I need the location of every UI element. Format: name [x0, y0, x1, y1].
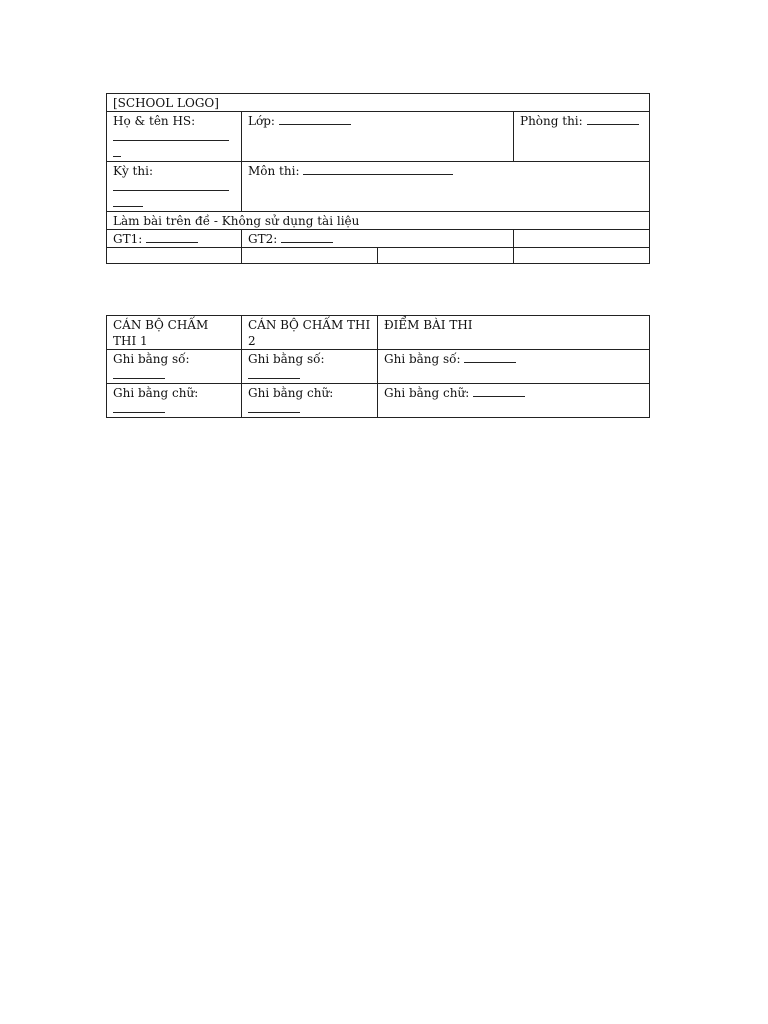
- exam-cell[interactable]: [107, 162, 242, 212]
- grader-1-score-word-line[interactable]: [113, 401, 165, 413]
- subject-label: Môn thi:: [248, 164, 300, 178]
- gt1-cell[interactable]: [107, 230, 242, 248]
- gt2-line[interactable]: [281, 231, 333, 243]
- score-number-label: Ghi bằng số:: [248, 352, 325, 366]
- proctor-row: [107, 230, 650, 248]
- room-line[interactable]: [587, 113, 639, 125]
- student-name-cell[interactable]: [107, 112, 242, 162]
- final-score-number-cell[interactable]: [378, 350, 650, 384]
- grader-1-score-word-cell[interactable]: [107, 384, 242, 418]
- subject-cell[interactable]: [242, 162, 650, 212]
- exam-score-header: ĐIỂM BÀI THI: [378, 316, 650, 350]
- blank-row: [107, 248, 650, 264]
- class-cell[interactable]: [242, 112, 514, 162]
- grader-1-score-number-line[interactable]: [113, 367, 165, 379]
- final-score-word-line[interactable]: [473, 385, 525, 397]
- student-name-line[interactable]: [113, 129, 229, 141]
- room-label: Phòng thi:: [520, 114, 583, 128]
- grader-2-score-word-line[interactable]: [248, 401, 300, 413]
- logo-row: [107, 94, 650, 112]
- instruction-note: Làm bài trên đề - Không sử dụng tài liệu: [107, 212, 650, 230]
- exam-info-row: [107, 162, 650, 212]
- blank-cell-4[interactable]: [514, 248, 650, 264]
- score-number-row: [107, 350, 650, 384]
- subject-line[interactable]: [303, 163, 453, 175]
- gt1-label: GT1:: [113, 232, 143, 246]
- score-word-label: Ghi bằng chữ:: [384, 386, 470, 400]
- instruction-row: [107, 212, 650, 230]
- student-name-label: Họ & tên HS:: [113, 114, 196, 128]
- score-word-label: Ghi bằng chữ:: [113, 386, 199, 400]
- blank-cell-2[interactable]: [242, 248, 378, 264]
- score-number-label: Ghi bằng số:: [113, 352, 190, 366]
- class-label: Lớp:: [248, 114, 275, 128]
- grader-2-score-number-cell[interactable]: [242, 350, 378, 384]
- exam-label: Kỳ thi:: [113, 164, 153, 178]
- blank-cell-1[interactable]: [107, 248, 242, 264]
- final-score-number-line[interactable]: [464, 351, 516, 363]
- school-logo-text: [SCHOOL LOGO]: [113, 96, 219, 110]
- grading-header-row: [107, 316, 650, 350]
- class-line[interactable]: [279, 113, 351, 125]
- grader-1-header: CÁN BỘ CHẤM THI 1: [107, 316, 242, 350]
- grader-1-score-number-cell[interactable]: [107, 350, 242, 384]
- score-word-label: Ghi bằng chữ:: [248, 386, 334, 400]
- exam-line[interactable]: [113, 179, 229, 191]
- student-info-row: [107, 112, 650, 162]
- proctor-empty-cell[interactable]: [514, 230, 650, 248]
- exam-header-table: [106, 93, 650, 264]
- exam-line-cont[interactable]: [113, 195, 143, 207]
- score-number-label: Ghi bằng số:: [384, 352, 461, 366]
- blank-cell-3[interactable]: [378, 248, 514, 264]
- gt1-line[interactable]: [146, 231, 198, 243]
- grader-2-score-number-line[interactable]: [248, 367, 300, 379]
- school-logo-placeholder: [107, 94, 650, 112]
- gt2-cell[interactable]: [242, 230, 514, 248]
- grader-2-header: CÁN BỘ CHẤM THI 2: [242, 316, 378, 350]
- gt2-label: GT2:: [248, 232, 278, 246]
- score-word-row: [107, 384, 650, 418]
- grader-2-score-word-cell[interactable]: [242, 384, 378, 418]
- student-name-line-cont[interactable]: [113, 145, 121, 157]
- grading-table: [106, 315, 650, 418]
- final-score-word-cell[interactable]: [378, 384, 650, 418]
- room-cell[interactable]: [514, 112, 650, 162]
